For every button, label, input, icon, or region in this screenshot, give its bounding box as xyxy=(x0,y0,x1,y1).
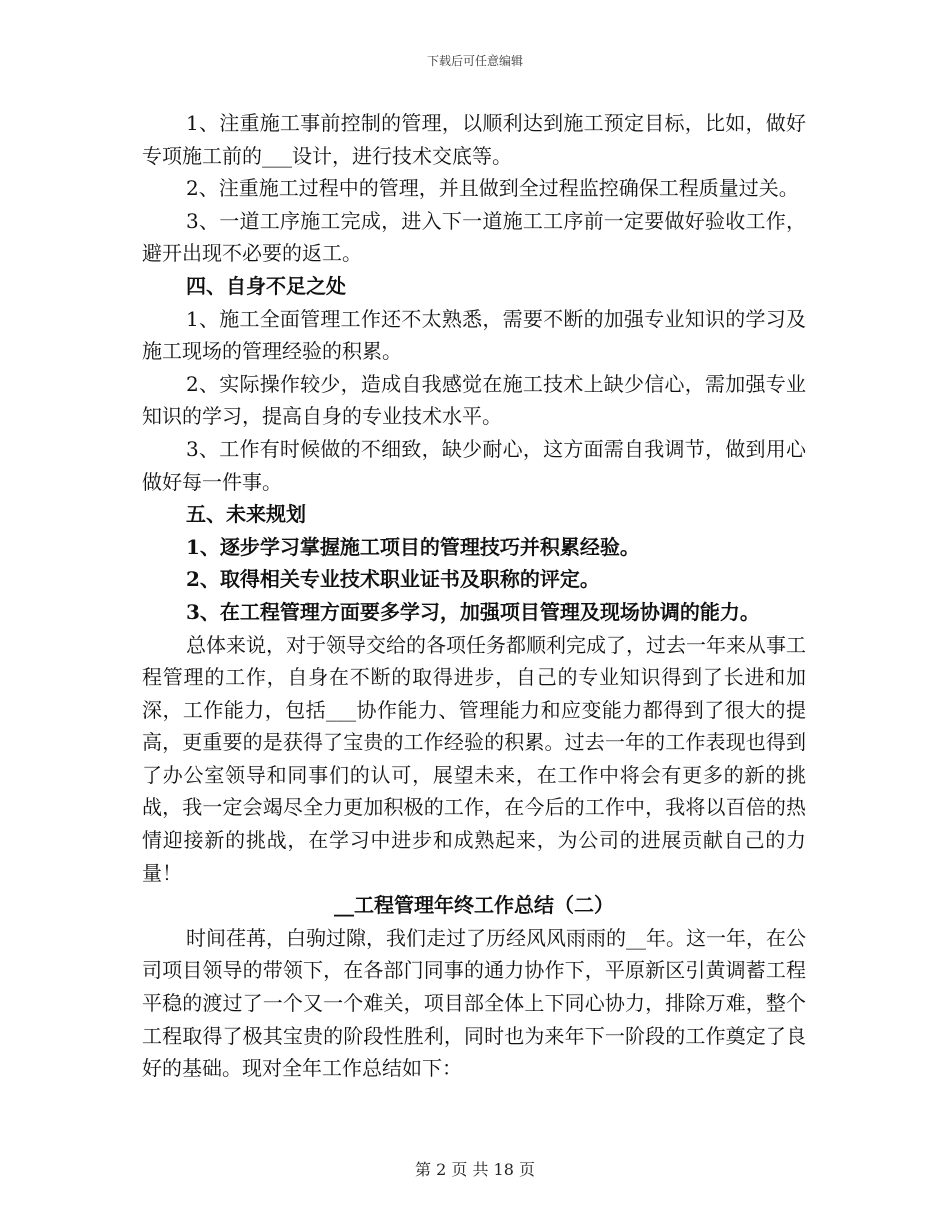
section-heading: 四、自身不足之处 xyxy=(186,273,346,298)
document-title: __工程管理年终工作总结（二） xyxy=(334,893,614,918)
page-footer: 第 2 页 共 18 页 xyxy=(415,1160,535,1179)
plan-item: 1、逐步学习掌握施工项目的管理技巧并积累经验。 xyxy=(186,534,640,559)
paragraph: 时间荏苒，白驹过隙，我们走过了历经风风雨雨的__年。这一年，在公司项目领导的带领下，在各部门同事的通力协作下，平原新区引黄调蓄工程平稳的渡过了一个又一个难关，项目部全体上下同心协力，排除万难，整个工程取得了极其宝贵的阶段性胜利，同时也为来年下一阶段的工作奠定了良好的基础。现对全年工作总结如下： xyxy=(142,925,806,1081)
paragraph: 2、注重施工过程中的管理，并且做到全过程监控确保工程质量过关。 xyxy=(186,176,799,201)
plan-item: 2、取得相关专业技术职业证书及职称的评定。 xyxy=(186,567,600,592)
section-heading: 五、未来规划 xyxy=(186,502,306,527)
plan-item: 3、在工程管理方面要多学习，加强项目管理及现场协调的能力。 xyxy=(186,599,760,624)
paragraph: 3、工作有时候做的不细致，缺少耐心，这方面需自我调节，做到用心做好每一件事。 xyxy=(142,436,806,494)
paragraph: 1、施工全面管理工作还不太熟悉，需要不断的加强专业知识的学习及施工现场的管理经验的积累。 xyxy=(142,306,806,364)
page-header: 下载后可任意编辑 xyxy=(426,54,523,68)
paragraph: 1、注重施工事前控制的管理，以顺利达到施工预定目标，比如，做好专项施工前的___设计，进行技术交底等。 xyxy=(142,111,806,168)
paragraph: 总体来说，对于领导交给的各项任务都顺利完成了，过去一年来从事工程管理的工作，自身在不断的取得进步，自己的专业知识得到了长进和加深，工作能力，包括___协作能力、管理能力和应变能力都得到了很大的提高，更重要的是获得了宝贵的工作经验的积累。过去一年的工作表现也得到了办公室领导和同事们的认可，展望未来，在工作中将会有更多的新的挑战，我一定会竭尽全力更加积极的工作，在今后的工作中，我将以百倍的热情迎接新的挑战，在学习中进步和成熟起来，为公司的进展贡献自己的力量！ xyxy=(142,632,806,885)
paragraph: 3、一道工序施工完成，进入下一道施工工序前一定要做好验收工作，避开出现不必要的返工。 xyxy=(142,208,806,266)
paragraph: 2、实际操作较少，造成自我感觉在施工技术上缺少信心，需加强专业知识的学习，提高自身的专业技术水平。 xyxy=(142,371,806,429)
document-body xyxy=(142,107,806,1085)
